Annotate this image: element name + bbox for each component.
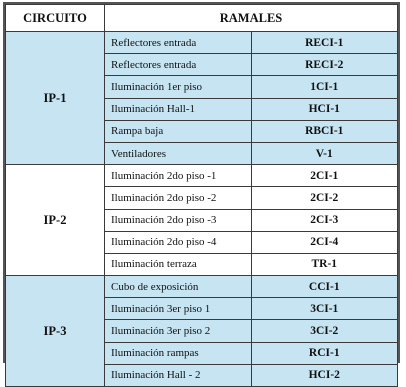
table-row [6, 276, 398, 298]
branch-name: Iluminación terraza [105, 253, 252, 275]
branch-code: RBCI-1 [251, 120, 398, 142]
branch-code: RECI-1 [251, 32, 398, 54]
branch-name: Iluminación rampas [105, 342, 252, 364]
table-row [6, 165, 398, 187]
branch-code: 2CI-3 [251, 209, 398, 231]
circuit-cell: IP-1 [6, 32, 105, 165]
branch-name: Iluminación 3er piso 2 [105, 320, 252, 342]
circuit-header: CIRCUITO [6, 5, 105, 32]
branches-header: RAMALES [105, 5, 398, 32]
branch-code: CCI-1 [251, 276, 398, 298]
branch-code: V-1 [251, 142, 398, 164]
table-row [6, 32, 398, 54]
branch-name: Iluminación 2do piso -1 [105, 165, 252, 187]
branch-code: TR-1 [251, 253, 398, 275]
branch-code: HCI-2 [251, 364, 398, 386]
branch-code: HCI-1 [251, 98, 398, 120]
branch-code: 3CI-2 [251, 320, 398, 342]
branch-name: Reflectores entrada [105, 32, 252, 54]
branch-code: RECI-2 [251, 54, 398, 76]
branch-name: Iluminación 2do piso -3 [105, 209, 252, 231]
table-body [6, 32, 398, 387]
branch-code: 2CI-2 [251, 187, 398, 209]
circuit-cell: IP-2 [6, 165, 105, 276]
branch-name: Reflectores entrada [105, 54, 252, 76]
branch-name: Ventiladores [105, 142, 252, 164]
branch-name: Iluminación 2do piso -4 [105, 231, 252, 253]
branch-code: 1CI-1 [251, 76, 398, 98]
branch-name: Iluminación 3er piso 1 [105, 298, 252, 320]
branch-name: Cubo de exposición [105, 276, 252, 298]
branch-code: 2CI-1 [251, 165, 398, 187]
branch-name: Iluminación Hall-1 [105, 98, 252, 120]
circuit-cell: IP-3 [6, 276, 105, 387]
circuits-table [5, 4, 398, 387]
branch-name: Iluminación 1er piso [105, 76, 252, 98]
branch-name: Iluminación 2do piso -2 [105, 187, 252, 209]
branch-code: 2CI-4 [251, 231, 398, 253]
branch-code: 3CI-1 [251, 298, 398, 320]
header-row [6, 5, 398, 32]
branch-code: RCI-1 [251, 342, 398, 364]
branch-name: Iluminación Hall - 2 [105, 364, 252, 386]
branch-name: Rampa baja [105, 120, 252, 142]
